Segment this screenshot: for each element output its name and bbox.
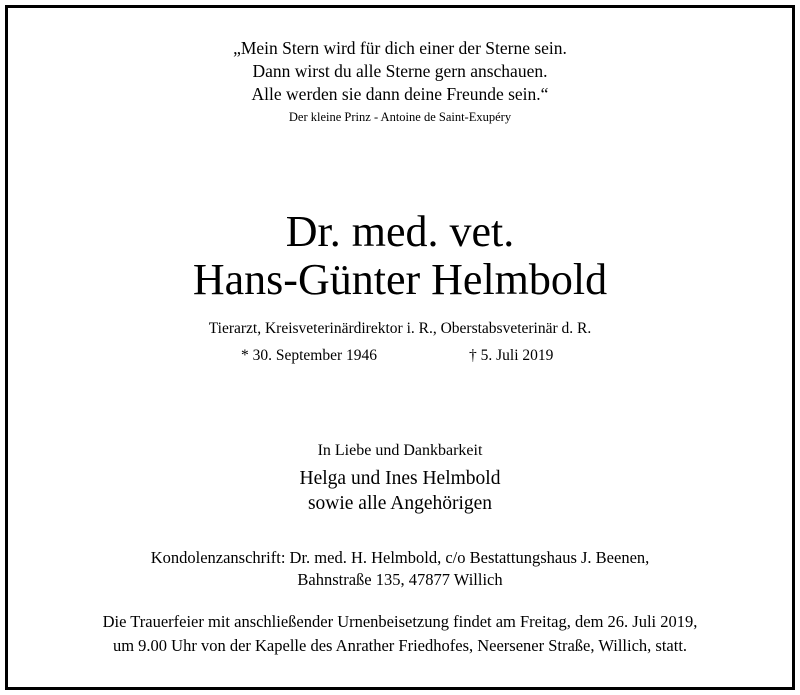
deceased-title: Dr. med. vet. [285,207,515,256]
funeral-line-1: Die Trauerfeier mit anschließender Urnenbeisetzung findet am Freitag, dem 26. Juli 2019, [102,612,698,631]
mourners-intro: In Liebe und Dankbarkeit [317,442,483,459]
birth-date: * 30. September 1946 [241,347,378,364]
mourners [0,466,800,516]
quote-line-2: Dann wirst du alle Sterne gern anschauen. [252,61,548,81]
quote [0,37,800,106]
deceased-full-name: Hans-Günter Helmbold [192,255,608,304]
deceased-occupations: Tierarzt, Kreisveterinärdirektor i. R., Oberstabsveterinär d. R. [208,320,592,337]
quote-line-3: Alle werden sie dann deine Freunde sein.“ [251,84,549,104]
mourners-line-1: Helga und Ines Helmbold [299,468,501,489]
quote-line-1: „Mein Stern wird für dich einer der Sterne sein. [233,38,567,58]
funeral-notice [0,610,800,658]
condolence-address [0,547,800,591]
funeral-line-2: um 9.00 Uhr von der Kapelle des Anrather Friedhofes, Neersener Straße, Willich, statt. [112,636,688,655]
condolence-line-2: Bahnstraße 135, 47877 Willich [297,570,503,589]
quote-source: Der kleine Prinz - Antoine de Saint-Exupéry [288,110,512,124]
death-date: † 5. Juli 2019 [469,347,554,364]
condolence-line-1: Kondolenzanschrift: Dr. med. H. Helmbold, c/o Bestattungshaus J. Beenen, [150,548,650,567]
deceased-name [0,208,800,304]
mourners-line-2: sowie alle Angehörigen [307,493,493,514]
